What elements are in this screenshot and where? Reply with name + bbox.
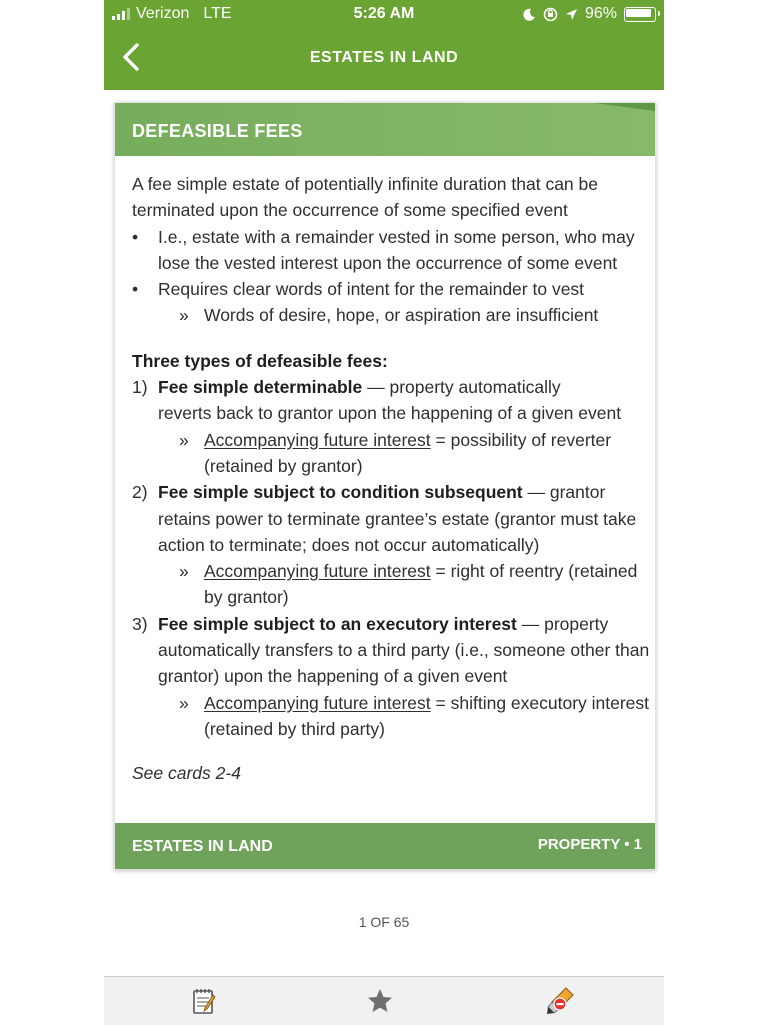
- type-line: reverts back to grantor upon the happening of a given event: [158, 403, 622, 424]
- interest-line: [204, 690, 650, 716]
- type-line: [158, 374, 644, 400]
- notes-button[interactable]: [184, 983, 224, 1019]
- page-title: ESTATES IN LAND: [309, 49, 459, 66]
- intro-line: terminated upon the occurrence of some specified event: [132, 200, 568, 221]
- interest-line: [204, 558, 644, 584]
- interest-line: (retained by third party): [204, 718, 385, 739]
- type-line: [158, 479, 644, 505]
- interest-line: [204, 427, 644, 453]
- card-footer-topic: ESTATES IN LAND: [132, 838, 273, 855]
- card-heading: DEFEASIBLE FEES: [132, 121, 303, 141]
- type-name: Fee simple subject to condition subsequent: [158, 482, 523, 503]
- sub-bullet-marker: »: [179, 429, 189, 450]
- type-number: 1): [132, 377, 148, 398]
- card-footer: [115, 823, 655, 869]
- type-number: 3): [132, 613, 148, 634]
- card-footer-subject: PROPERTY • 1: [537, 836, 642, 853]
- sub-bullet-marker: »: [179, 561, 189, 582]
- type-item: [132, 611, 650, 690]
- bullet-line: Requires clear words of intent for the remainder to vest: [158, 279, 585, 300]
- carrier-label: Verizon: [136, 5, 190, 22]
- type-item: [132, 479, 644, 558]
- sub-bullet-item: [132, 302, 644, 328]
- card-header: [115, 103, 655, 156]
- type-line: automatically transfers to a third party (i.e., someone other than: [158, 640, 650, 661]
- type-name: Fee simple determinable: [158, 377, 363, 398]
- interest-value: = shifting executory interest: [430, 692, 650, 713]
- interest-value: = possibility of reverter: [430, 429, 612, 450]
- app-header: [104, 0, 664, 90]
- see-cards-note: See cards 2-4: [132, 763, 241, 784]
- type-desc: — property automatically: [362, 377, 561, 398]
- bullet-item: [132, 224, 644, 277]
- card-counter: 1 OF 65: [358, 914, 410, 930]
- star-icon: [365, 986, 395, 1016]
- highlight-button[interactable]: [540, 983, 580, 1019]
- status-right: [523, 5, 656, 23]
- type-line: grantor) upon the happening of a given event: [158, 666, 508, 687]
- interest-label: Accompanying future interest: [204, 429, 431, 450]
- type-line: [158, 611, 644, 637]
- status-bar: [104, 0, 664, 30]
- type-desc: — grantor: [522, 482, 606, 503]
- intro-line: A fee simple estate of potentially infinite duration that can be: [132, 174, 598, 194]
- card-body: [132, 171, 650, 787]
- interest-item: [132, 690, 650, 743]
- type-item: [132, 374, 644, 427]
- bullet-marker: •: [132, 226, 139, 247]
- header-corner-decoration: [595, 103, 655, 111]
- sub-bullet-marker: »: [179, 305, 189, 326]
- bullet-line: lose the vested interest upon the occurrence of some event: [158, 252, 618, 273]
- interest-value: = right of reentry (retained: [430, 561, 638, 582]
- sub-bullet-line: Words of desire, hope, or aspiration are insufficient: [204, 305, 599, 326]
- notes-icon: [189, 986, 219, 1016]
- phone-screen: [104, 0, 664, 1024]
- type-line: retains power to terminate grantee’s estate (grantor must take: [158, 508, 637, 529]
- types-heading-text: Three types of defeasible fees:: [132, 350, 388, 371]
- interest-item: [132, 558, 644, 611]
- highlighter-icon: [544, 985, 576, 1017]
- interest-item: [132, 427, 644, 480]
- clock: 5:26 AM: [353, 5, 415, 22]
- interest-label: Accompanying future interest: [204, 561, 431, 582]
- interest-line: by grantor): [204, 587, 289, 608]
- battery-percent: 96%: [584, 5, 617, 22]
- sub-bullet-marker: »: [179, 692, 189, 713]
- bullet-line: I.e., estate with a remainder vested in some person, who may: [158, 226, 635, 247]
- flash-card[interactable]: [114, 102, 656, 870]
- types-heading: [132, 348, 644, 374]
- interest-line: (retained by grantor): [204, 455, 363, 476]
- type-name: Fee simple subject to an executory interest: [158, 613, 517, 634]
- bullet-marker: •: [132, 279, 139, 300]
- moon-icon: [523, 8, 536, 21]
- interest-label: Accompanying future interest: [204, 692, 431, 713]
- battery-icon: [624, 7, 656, 22]
- orientation-lock-icon: [543, 7, 558, 22]
- intro-text: [132, 171, 644, 224]
- type-desc: — property: [516, 613, 609, 634]
- type-line: action to terminate; does not occur automatically): [158, 534, 540, 555]
- bullet-item: [132, 276, 644, 302]
- type-number: 2): [132, 482, 148, 503]
- bottom-toolbar: [104, 976, 664, 1025]
- favorite-button[interactable]: [360, 983, 400, 1019]
- network-label: LTE: [203, 5, 232, 22]
- location-icon: [565, 8, 578, 21]
